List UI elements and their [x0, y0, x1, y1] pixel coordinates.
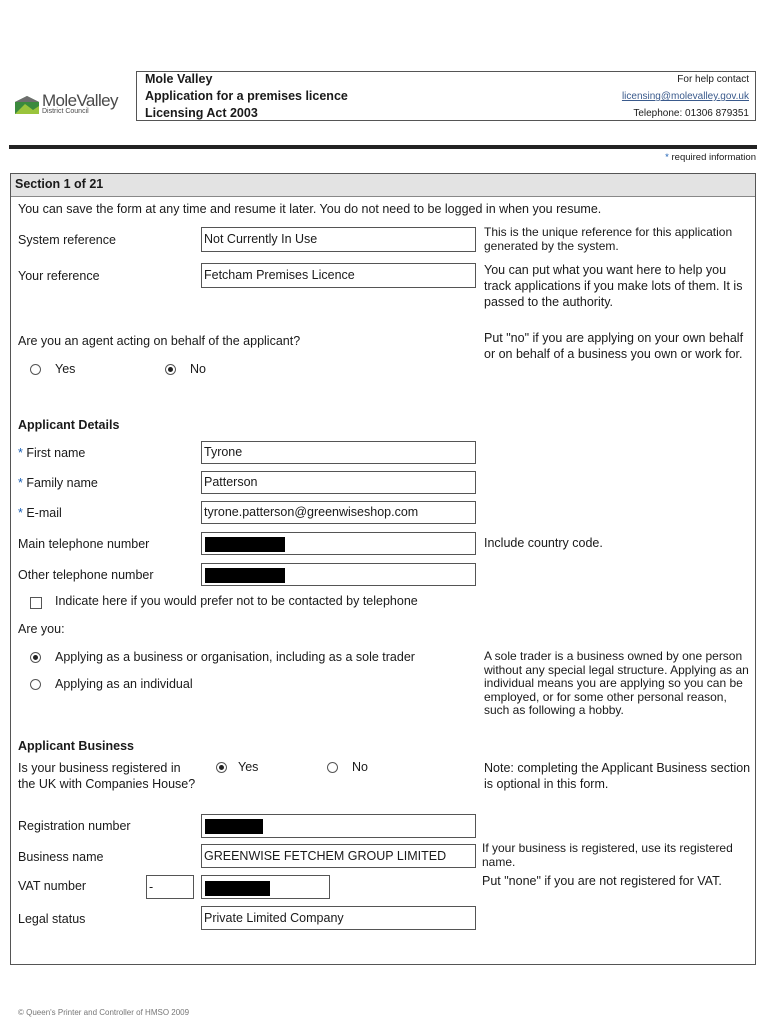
business-name-label: Business name: [18, 850, 104, 864]
system-reference-label: System reference: [18, 233, 116, 247]
help-phone: Telephone: 01306 879351: [633, 108, 749, 119]
registered-no-radio[interactable]: [327, 762, 338, 773]
other-phone-label: Other telephone number: [18, 568, 154, 582]
registration-number-input[interactable]: [201, 814, 476, 838]
family-name-label: * Family name: [18, 476, 98, 490]
header-box: [136, 71, 756, 121]
redaction-block: [205, 537, 285, 552]
header-form-title: Application for a premises licence: [145, 89, 348, 103]
help-label: For help contact: [677, 74, 749, 85]
applicant-details-heading: Applicant Details: [18, 418, 120, 432]
registered-no-label: No: [352, 760, 368, 774]
no-phone-contact-checkbox[interactable]: [30, 597, 42, 609]
applicant-business-heading: Applicant Business: [18, 739, 134, 753]
header-rule: [9, 145, 757, 149]
section-header: [11, 174, 755, 197]
registered-question: Is your business registered in the UK with Companies House?: [18, 761, 196, 791]
agent-note: Put "no" if you are applying on your own behalf or on behalf of a business you own or work for.: [484, 331, 744, 361]
system-reference-input[interactable]: Not Currently In Use: [201, 227, 476, 252]
system-reference-note: This is the unique reference for this application generated by the system.: [484, 225, 733, 253]
legal-status-input[interactable]: Private Limited Company: [201, 906, 476, 930]
main-phone-input[interactable]: [201, 532, 476, 555]
business-name-note: If your business is registered, use its registered name.: [482, 841, 733, 869]
your-reference-input[interactable]: Fetcham Premises Licence: [201, 263, 476, 288]
redaction-block: [205, 568, 285, 583]
vat-prefix-input[interactable]: -: [146, 875, 194, 899]
vat-number-input[interactable]: [201, 875, 330, 899]
section-title: Section 1 of 21: [15, 177, 104, 191]
agent-yes-radio[interactable]: [30, 364, 41, 375]
agent-no-radio[interactable]: [165, 364, 176, 375]
email-input[interactable]: tyrone.patterson@greenwiseshop.com: [201, 501, 476, 524]
main-phone-label: Main telephone number: [18, 537, 150, 551]
no-phone-contact-label: Indicate here if you would prefer not to be contacted by telephone: [55, 594, 418, 608]
vat-note: Put "none" if you are not registered for VAT.: [482, 874, 722, 888]
logo-name: MoleValley: [42, 91, 118, 110]
other-phone-input[interactable]: [201, 563, 476, 586]
are-you-note: A sole trader is a business owned by one person without any special legal structure. Applying as an individual means you are applying so you can be employed, or for some other personal reason, such as following a hobby.: [484, 649, 749, 717]
agent-question: Are you an agent acting on behalf of the applicant?: [18, 334, 301, 348]
business-option-radio[interactable]: [30, 652, 41, 663]
family-name-input[interactable]: Patterson: [201, 471, 476, 494]
required-info-note: * required information: [665, 152, 756, 163]
header-act: Licensing Act 2003: [145, 106, 258, 120]
registered-note: Note: completing the Applicant Business section is optional in this form.: [484, 761, 751, 791]
your-reference-note: You can put what you want here to help you track applications if you make lots of them. It is passed to the authority.: [484, 263, 743, 309]
your-reference-label: Your reference: [18, 269, 100, 283]
individual-option-radio[interactable]: [30, 679, 41, 690]
business-name-input[interactable]: GREENWISE FETCHEM GROUP LIMITED: [201, 844, 476, 868]
registered-yes-label: Yes: [238, 760, 259, 774]
agent-yes-label: Yes: [55, 362, 76, 376]
registered-yes-radio[interactable]: [216, 762, 227, 773]
copyright-footer: © Queen's Printer and Controller of HMSO 2009: [18, 1008, 190, 1017]
business-option-label: Applying as a business or organisation, including as a sole trader: [55, 650, 415, 664]
email-label: * E-mail: [18, 506, 62, 520]
registration-number-label: Registration number: [18, 819, 131, 833]
main-phone-note: Include country code.: [484, 536, 603, 550]
redaction-block: [205, 881, 270, 896]
logo-subtitle: District Council: [42, 108, 89, 115]
are-you-label: Are you:: [18, 622, 65, 636]
redaction-block: [205, 819, 263, 834]
first-name-input[interactable]: Tyrone: [201, 441, 476, 464]
help-email-link[interactable]: licensing@molevalley.gov.uk: [621, 91, 749, 102]
header-council: Mole Valley: [145, 72, 213, 86]
first-name-label: * First name: [18, 446, 86, 460]
agent-no-label: No: [190, 362, 206, 376]
individual-option-label: Applying as an individual: [55, 677, 193, 691]
vat-number-label: VAT number: [18, 879, 87, 893]
legal-status-label: Legal status: [18, 912, 86, 926]
section-intro: You can save the form at any time and resume it later. You do not need to be logged in when you resume.: [18, 202, 602, 216]
logo-mark-icon: [15, 94, 41, 116]
